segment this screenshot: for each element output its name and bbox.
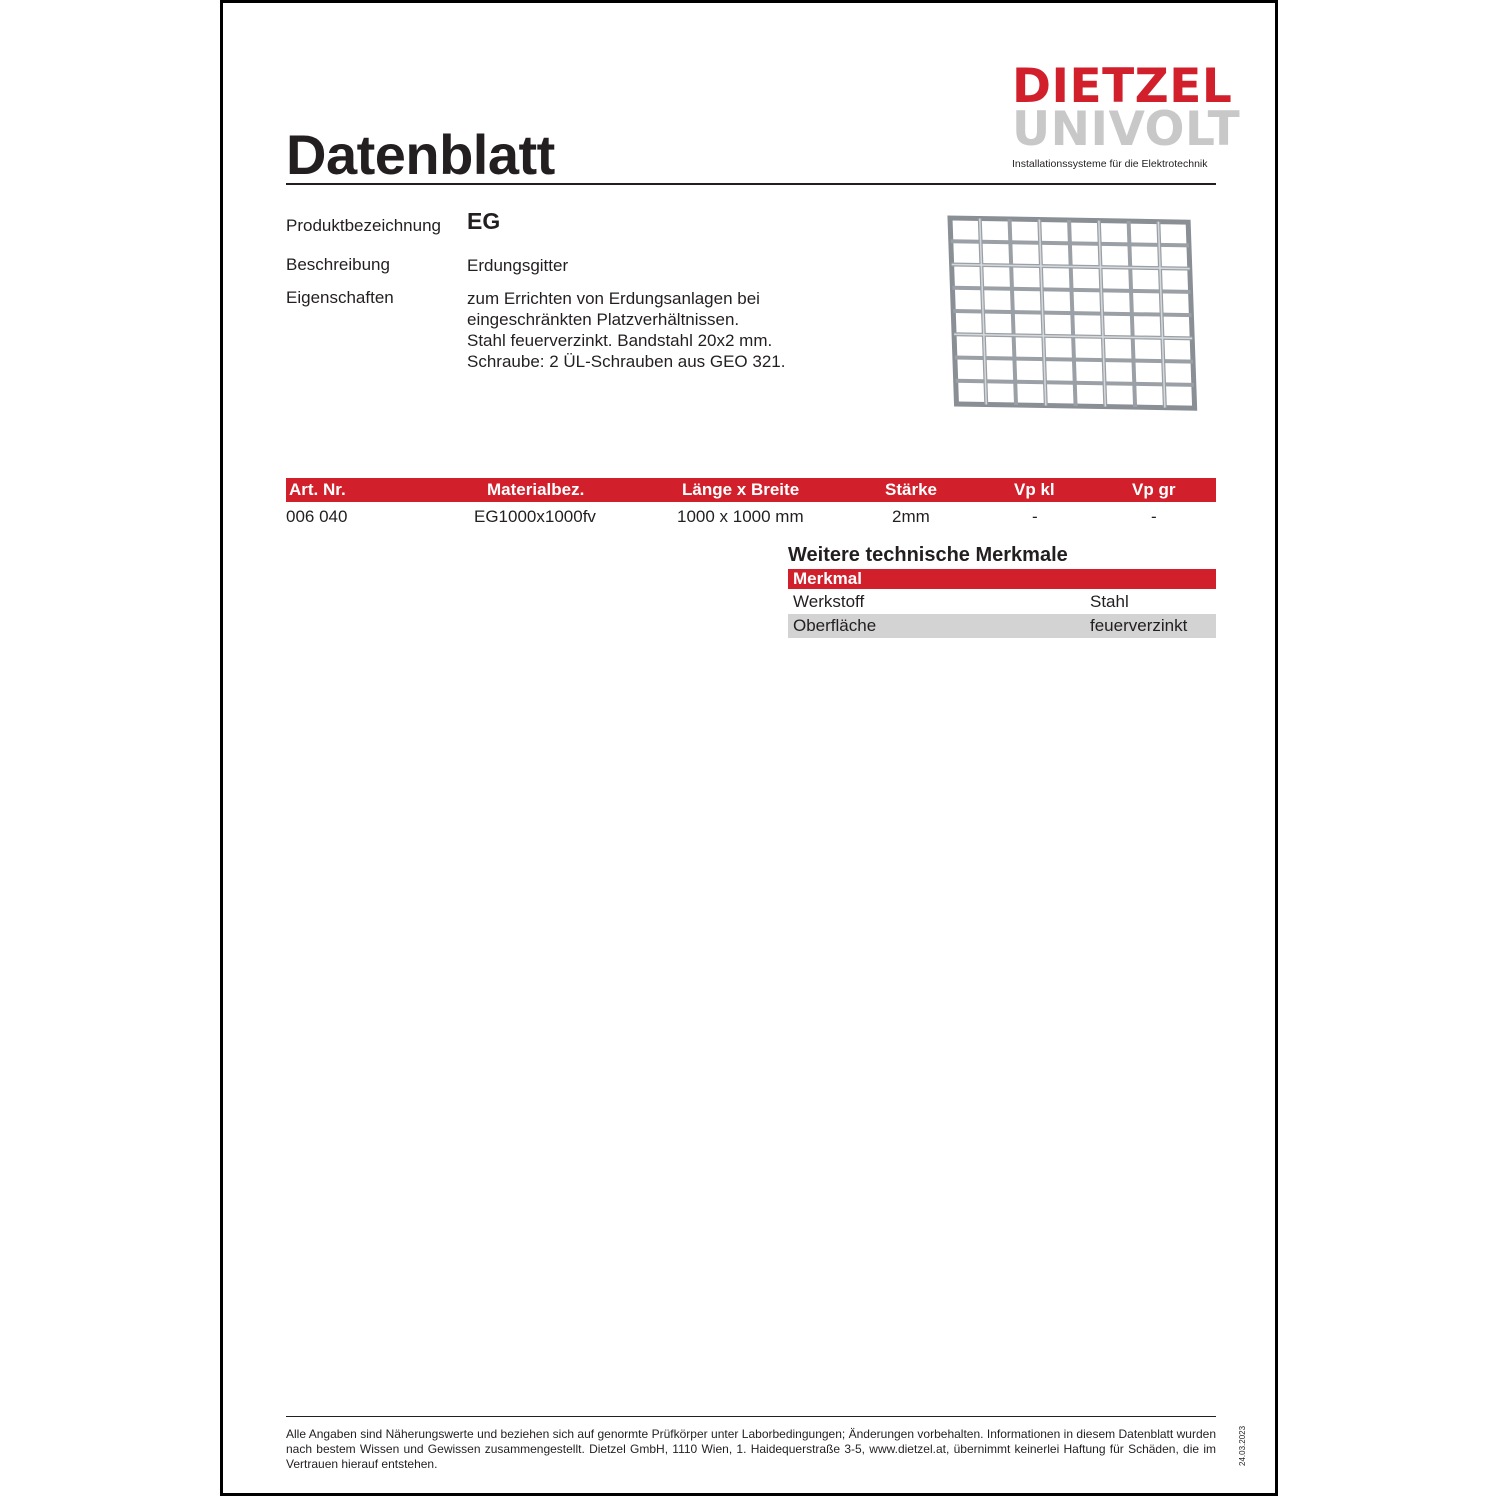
feature-value: feuerverzinkt bbox=[1090, 616, 1188, 635]
property-line: Schraube: 2 ÜL-Schrauben aus GEO 321. bbox=[467, 352, 786, 371]
technical-title: Weitere technische Merkmale bbox=[788, 544, 1068, 566]
logo-dietzel: DIETZEL bbox=[1012, 59, 1233, 114]
feature-value: Stahl bbox=[1090, 592, 1129, 611]
feature-key: Werkstoff bbox=[793, 592, 865, 611]
label-properties: Eigenschaften bbox=[286, 288, 394, 307]
footer-divider bbox=[286, 1416, 1216, 1417]
cell-thickness: 2mm bbox=[892, 507, 930, 526]
product-properties bbox=[467, 288, 785, 372]
label-description: Beschreibung bbox=[286, 255, 390, 274]
property-line: Stahl feuerverzinkt. Bandstahl 20x2 mm. bbox=[467, 331, 773, 350]
table-row bbox=[788, 614, 1216, 638]
document-date: 24.03.2023 bbox=[1238, 1425, 1247, 1466]
col-thickness: Stärke bbox=[885, 480, 937, 499]
col-dimensions: Länge x Breite bbox=[682, 480, 800, 499]
col-article-number: Art. Nr. bbox=[289, 480, 346, 499]
product-description: Erdungsgitter bbox=[467, 256, 569, 275]
feature-key: Oberfläche bbox=[793, 616, 877, 635]
page-title: Datenblatt bbox=[286, 123, 555, 186]
product-name: EG bbox=[467, 208, 501, 234]
footer-disclaimer: Alle Angaben sind Näherungswerte und beziehen sich auf genormte Prüfkörper unter Laborbedingungen; Änderungen vorbehalten. Informationen in diesem Datenblatt wurden nach bestem Wissen und Gewissen zusammengestellt. Dietzel GmbH, 1110 Wien, 1. Haidequerstraße 3-5, www.dietzel.at, übernimmt keinerlei Haftung für Schäden, die im Vertrauen hierauf entstehen. bbox=[286, 1427, 1216, 1471]
label-product-name: Produktbezeichnung bbox=[286, 216, 442, 235]
table-row bbox=[286, 505, 1216, 529]
property-line: zum Errichten von Erdungsanlagen bei bbox=[467, 289, 760, 308]
property-line: eingeschränkten Platzverhältnissen. bbox=[467, 310, 740, 329]
technical-table-header bbox=[788, 569, 1216, 589]
header-divider bbox=[286, 183, 1216, 185]
company-logo bbox=[1012, 59, 1241, 170]
logo-univolt: UNIVOLT bbox=[1012, 102, 1241, 157]
grounding-grid-photo bbox=[946, 214, 1206, 414]
table-row bbox=[788, 590, 1216, 614]
cell-vp-small: - bbox=[1032, 507, 1038, 526]
col-feature: Merkmal bbox=[793, 569, 862, 588]
col-vp-small: Vp kl bbox=[1014, 480, 1055, 499]
cell-material: EG1000x1000fv bbox=[474, 507, 596, 526]
cell-article-number: 006 040 bbox=[286, 507, 348, 526]
article-table-header bbox=[286, 478, 1216, 502]
cell-vp-large: - bbox=[1151, 507, 1157, 526]
cell-dimensions: 1000 x 1000 mm bbox=[677, 507, 804, 526]
logo-tagline: Installationssysteme für die Elektrotechnik bbox=[1012, 158, 1208, 170]
col-material: Materialbez. bbox=[487, 480, 585, 499]
col-vp-large: Vp gr bbox=[1132, 480, 1176, 499]
